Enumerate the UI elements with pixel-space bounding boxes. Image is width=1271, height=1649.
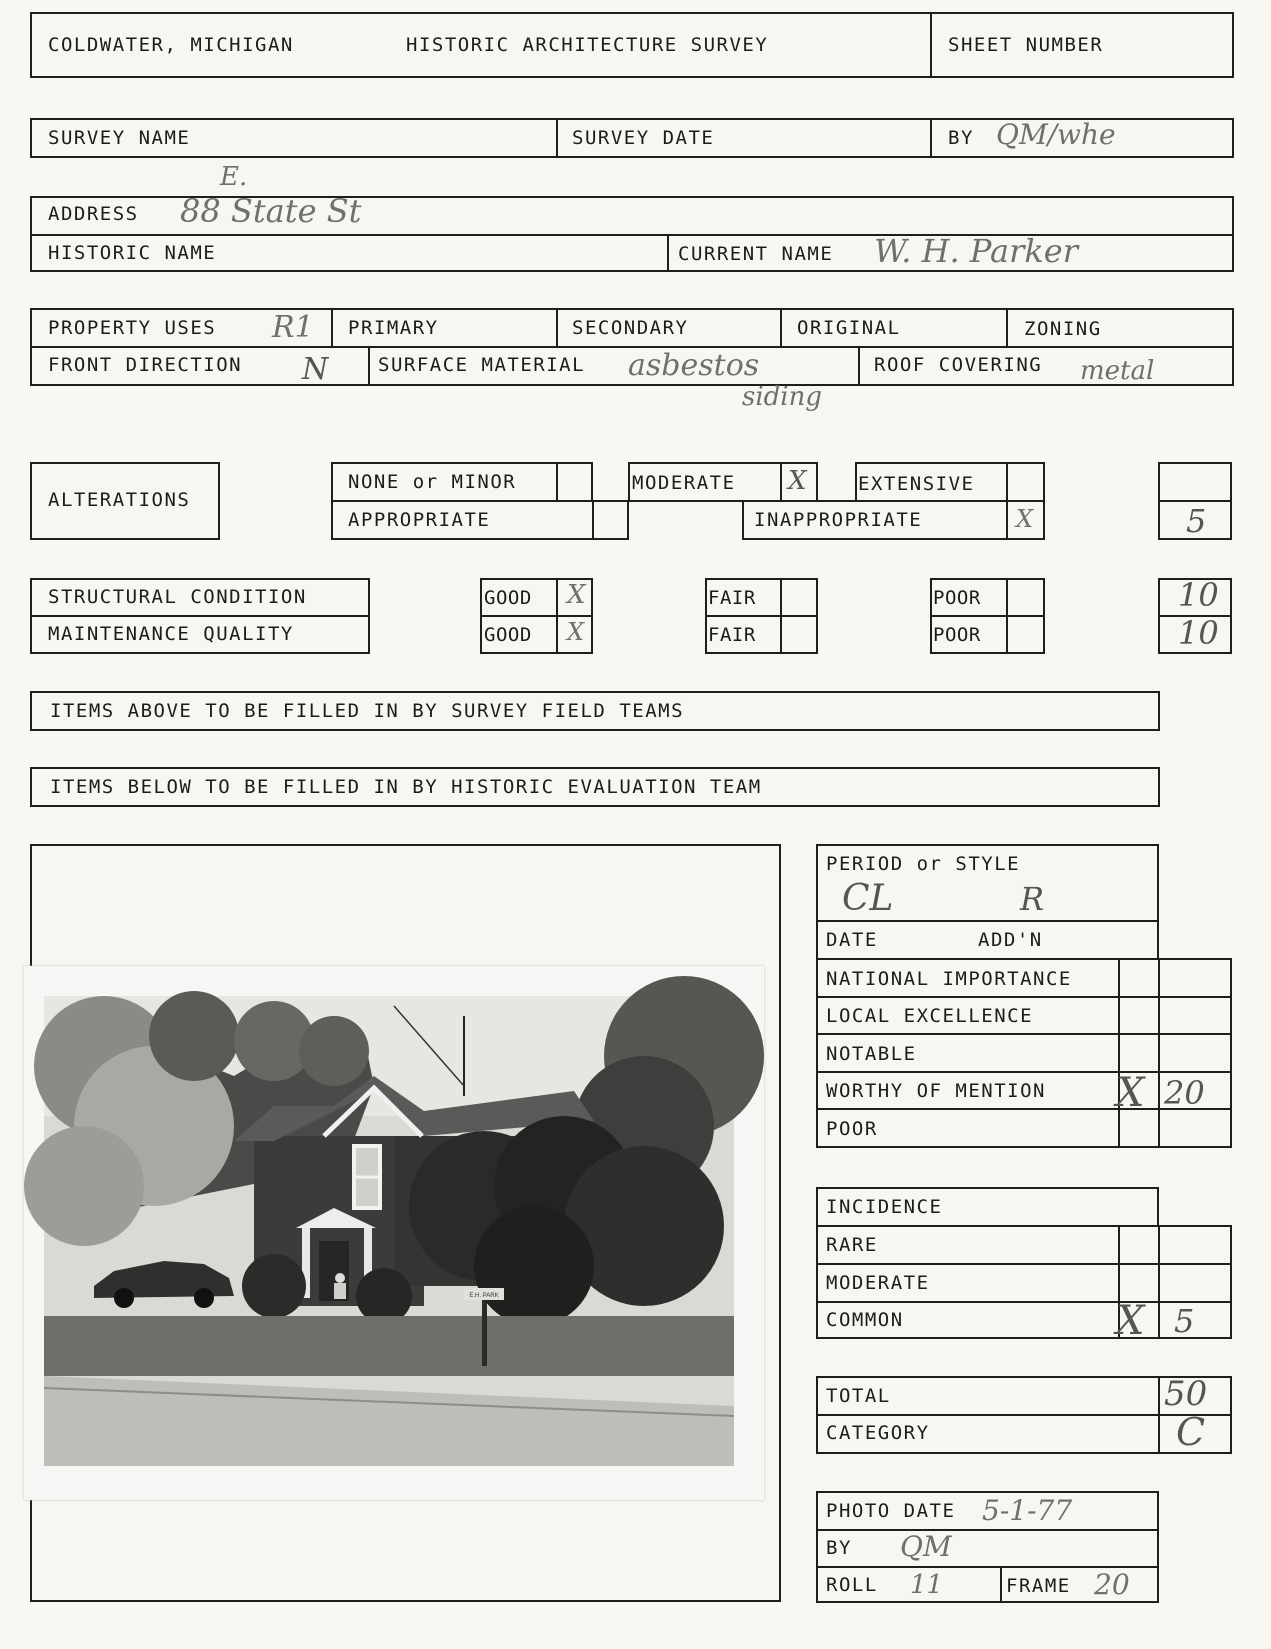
address-value: 88 State St [180,192,362,230]
historic-name-label: HISTORIC NAME [48,242,217,264]
property-uses-label: PROPERTY USES [48,317,217,339]
incidence-label: INCIDENCE [826,1196,943,1218]
inappropriate-mark: X [1016,505,1034,533]
local-excellence-label: LOCAL EXCELLENCE [826,1005,1034,1027]
total-value: 50 [1164,1374,1208,1414]
surface-material-label: SURFACE MATERIAL [378,354,586,376]
national-importance-label: NATIONAL IMPORTANCE [826,968,1072,990]
photo-date-label: PHOTO DATE [826,1500,956,1522]
common-score: 5 [1174,1302,1195,1340]
worthy-mark: X [1116,1070,1145,1116]
alterations-label: ALTERATIONS [48,489,191,511]
maintenance-quality-label: MAINTENANCE QUALITY [48,623,294,645]
none-minor-label: NONE or MINOR [348,471,517,493]
survey-by-label: BY [948,127,974,149]
address-prefix: E. [220,162,248,192]
roll-value: 11 [910,1570,944,1600]
inappropriate-label: INAPPROPRIATE [754,509,923,531]
sheet-number-label: SHEET NUMBER [948,34,1104,56]
house-photograph [24,966,764,1500]
note-below: ITEMS BELOW TO BE FILLED IN BY HISTORIC EVALUATION TEAM [50,776,762,798]
moderate-incidence-label: MODERATE [826,1272,930,1294]
addn-label: ADD'N [978,929,1043,951]
maintenance-good-label: GOOD [484,624,532,646]
maintenance-score: 10 [1178,614,1219,652]
maintenance-poor-label: POOR [933,624,981,646]
worthy-label: WORTHY OF MENTION [826,1080,1046,1102]
note-above: ITEMS ABOVE TO BE FILLED IN BY SURVEY FIELD TEAMS [50,700,685,722]
survey-by-value: QM/whe [996,118,1116,151]
rare-label: RARE [826,1234,878,1256]
front-direction-label: FRONT DIRECTION [48,354,243,376]
primary-label: PRIMARY [348,317,439,339]
roof-covering-value: metal [1080,356,1155,386]
structural-poor-label: POOR [933,587,981,609]
structural-condition-label: STRUCTURAL CONDITION [48,586,307,608]
survey-name-label: SURVEY NAME [48,127,191,149]
original-label: ORIGINAL [797,317,901,339]
structural-fair-label: FAIR [708,587,756,609]
photo-by-label: BY [826,1537,852,1559]
frame-label: FRAME [1006,1575,1071,1597]
notable-label: NOTABLE [826,1043,917,1065]
period-value-2: R [1020,880,1045,918]
maintenance-fair-label: FAIR [708,624,756,646]
current-name-value: W. H. Parker [874,232,1078,270]
structural-score: 10 [1178,576,1219,614]
worthy-score: 20 [1164,1074,1205,1112]
poor-label: POOR [826,1118,878,1140]
survey-title: HISTORIC ARCHITECTURE SURVEY [406,34,769,56]
moderate-label: MODERATE [632,472,736,494]
alterations-score: 5 [1186,502,1207,540]
survey-date-label: SURVEY DATE [572,127,715,149]
structural-good-mark: X [567,580,586,610]
frame-value: 20 [1094,1568,1130,1601]
mailbox-sign: E.H. PARK [469,1293,499,1299]
total-label: TOTAL [826,1385,891,1407]
common-mark: X [1116,1298,1145,1344]
period-label: PERIOD or STYLE [826,853,1021,875]
maintenance-good-mark: X [567,618,585,646]
moderate-mark: X [788,466,807,496]
address-label: ADDRESS [48,203,139,225]
surface-material-value-2: siding [742,382,823,412]
period-value-1: CL [842,878,894,919]
appropriate-label: APPROPRIATE [348,509,491,531]
front-direction-value: N [302,352,329,387]
roof-covering-label: ROOF COVERING [874,354,1043,376]
category-value: C [1176,1410,1206,1454]
roll-label: ROLL [826,1574,878,1596]
photo-by-value: QM [900,1530,952,1563]
property-uses-value: R1 [272,310,314,345]
structural-good-label: GOOD [484,587,532,609]
house-photo-image [24,966,764,1500]
category-label: CATEGORY [826,1422,930,1444]
secondary-label: SECONDARY [572,317,689,339]
zoning-label: ZONING [1024,318,1102,340]
extensive-label: EXTENSIVE [858,473,975,495]
date-label: DATE [826,929,878,951]
current-name-label: CURRENT NAME [678,243,834,265]
city-title: COLDWATER, MICHIGAN [48,34,294,56]
surface-material-value: asbestos [628,348,760,383]
photo-date-value: 5-1-77 [982,1494,1073,1527]
common-label: COMMON [826,1309,904,1331]
